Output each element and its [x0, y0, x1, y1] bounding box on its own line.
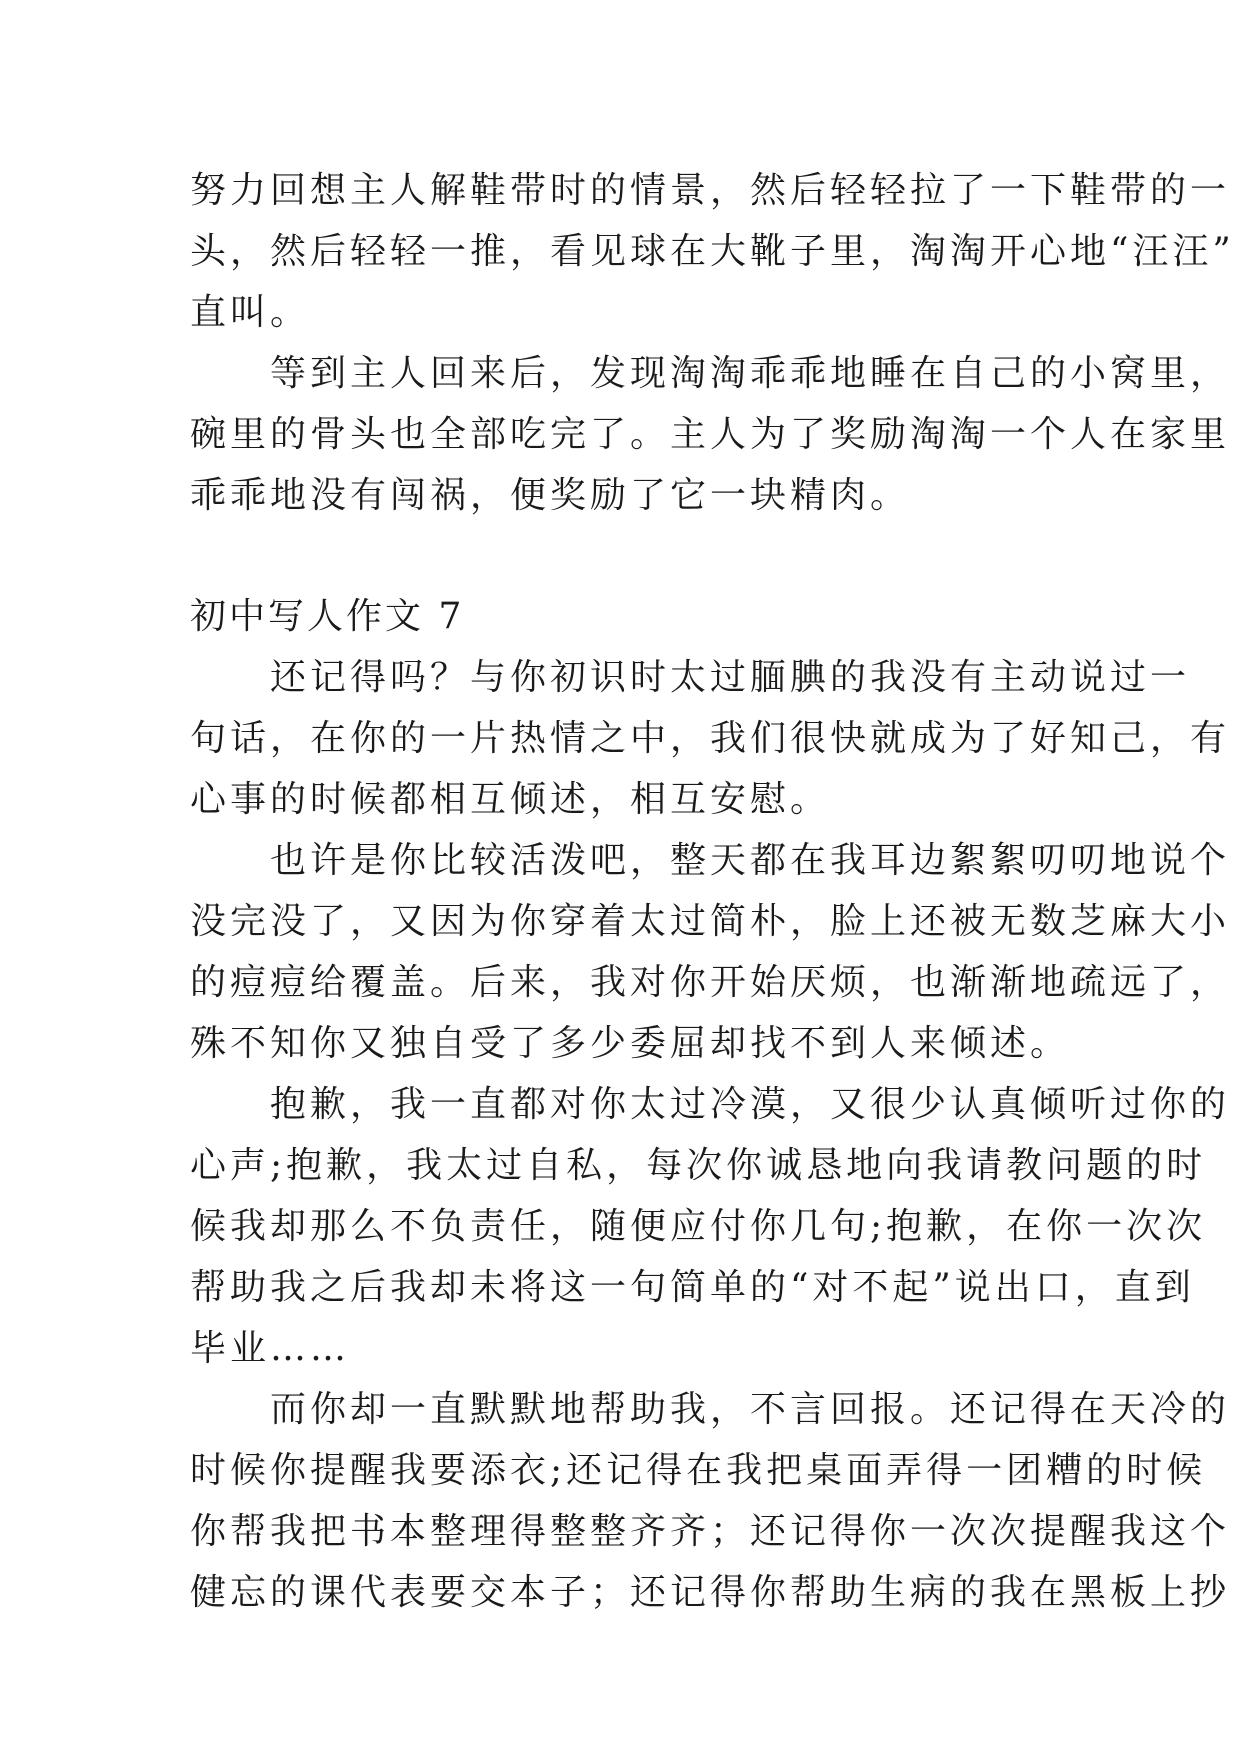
text-line: 没完没了，又因为你穿着太过简朴，脸上还被无数芝麻大小 [190, 901, 1231, 942]
text-line: 还记得吗？与你初识时太过腼腆的我没有主动说过一 [270, 657, 1191, 698]
paragraph-continued [190, 160, 1235, 343]
section-gap [190, 526, 1060, 586]
text-line: 头，然后轻轻一推，看见球在大靴子里，淘淘开心地“汪汪” [190, 231, 1235, 272]
text-line: 候我却那么不负责任，随便应付你几句;抱歉，在你一次次 [190, 1206, 1207, 1247]
text-line: 殊不知你又独自受了多少委屈却找不到人来倾述。 [190, 1023, 1071, 1064]
paragraph [190, 1074, 1231, 1379]
text-line: 碗里的骨头也全部吃完了。主人为了奖励淘淘一个人在家里 [190, 414, 1231, 455]
paragraph [190, 343, 1231, 526]
text-line: 健忘的课代表要交本子；还记得你帮助生病的我在黑板上抄 [190, 1572, 1231, 1613]
text-line: 帮助我之后我却未将这一句简单的“对不起”说出口，直到 [190, 1267, 1195, 1308]
text-line: 乖乖地没有闯祸，便奖励了它一块精肉。 [190, 475, 911, 516]
text-line: 句话，在你的一片热情之中，我们很快就成为了好知己，有 [190, 718, 1231, 759]
text-line: 毕业…… [190, 1328, 351, 1369]
text-line: 心事的时候都相互倾述，相互安慰。 [190, 779, 831, 820]
text-line: 也许是你比较活泼吧，整天都在我耳边絮絮叨叨地说个 [270, 840, 1231, 881]
text-line: 抱歉，我一直都对你太过冷漠，又很少认真倾听过你的 [270, 1084, 1231, 1125]
text-line: 心声;抱歉，我太过自私，每次你诚恳地向我请教问题的时 [190, 1145, 1207, 1186]
paragraph [190, 830, 1231, 1074]
paragraph [190, 1379, 1231, 1623]
text-line: 时候你提醒我要添衣;还记得在我把桌面弄得一团糟的时候 [190, 1450, 1207, 1491]
text-line: 等到主人回来后，发现淘淘乖乖地睡在自己的小窝里， [270, 353, 1231, 394]
paragraph [190, 647, 1231, 830]
text-line: 直叫。 [190, 292, 311, 333]
text-line: 你帮我把书本整理得整整齐齐；还记得你一次次提醒我这个 [190, 1511, 1231, 1552]
text-line: 而你却一直默默地帮助我，不言回报。还记得在天冷的 [270, 1389, 1231, 1430]
section-title: 初中写人作文 7 [190, 596, 465, 637]
document-body [190, 160, 1235, 1623]
text-line: 努力回想主人解鞋带时的情景，然后轻轻拉了一下鞋带的一 [190, 170, 1231, 211]
text-line: 的痘痘给覆盖。后来，我对你开始厌烦，也渐渐地疏远了， [190, 962, 1231, 1003]
